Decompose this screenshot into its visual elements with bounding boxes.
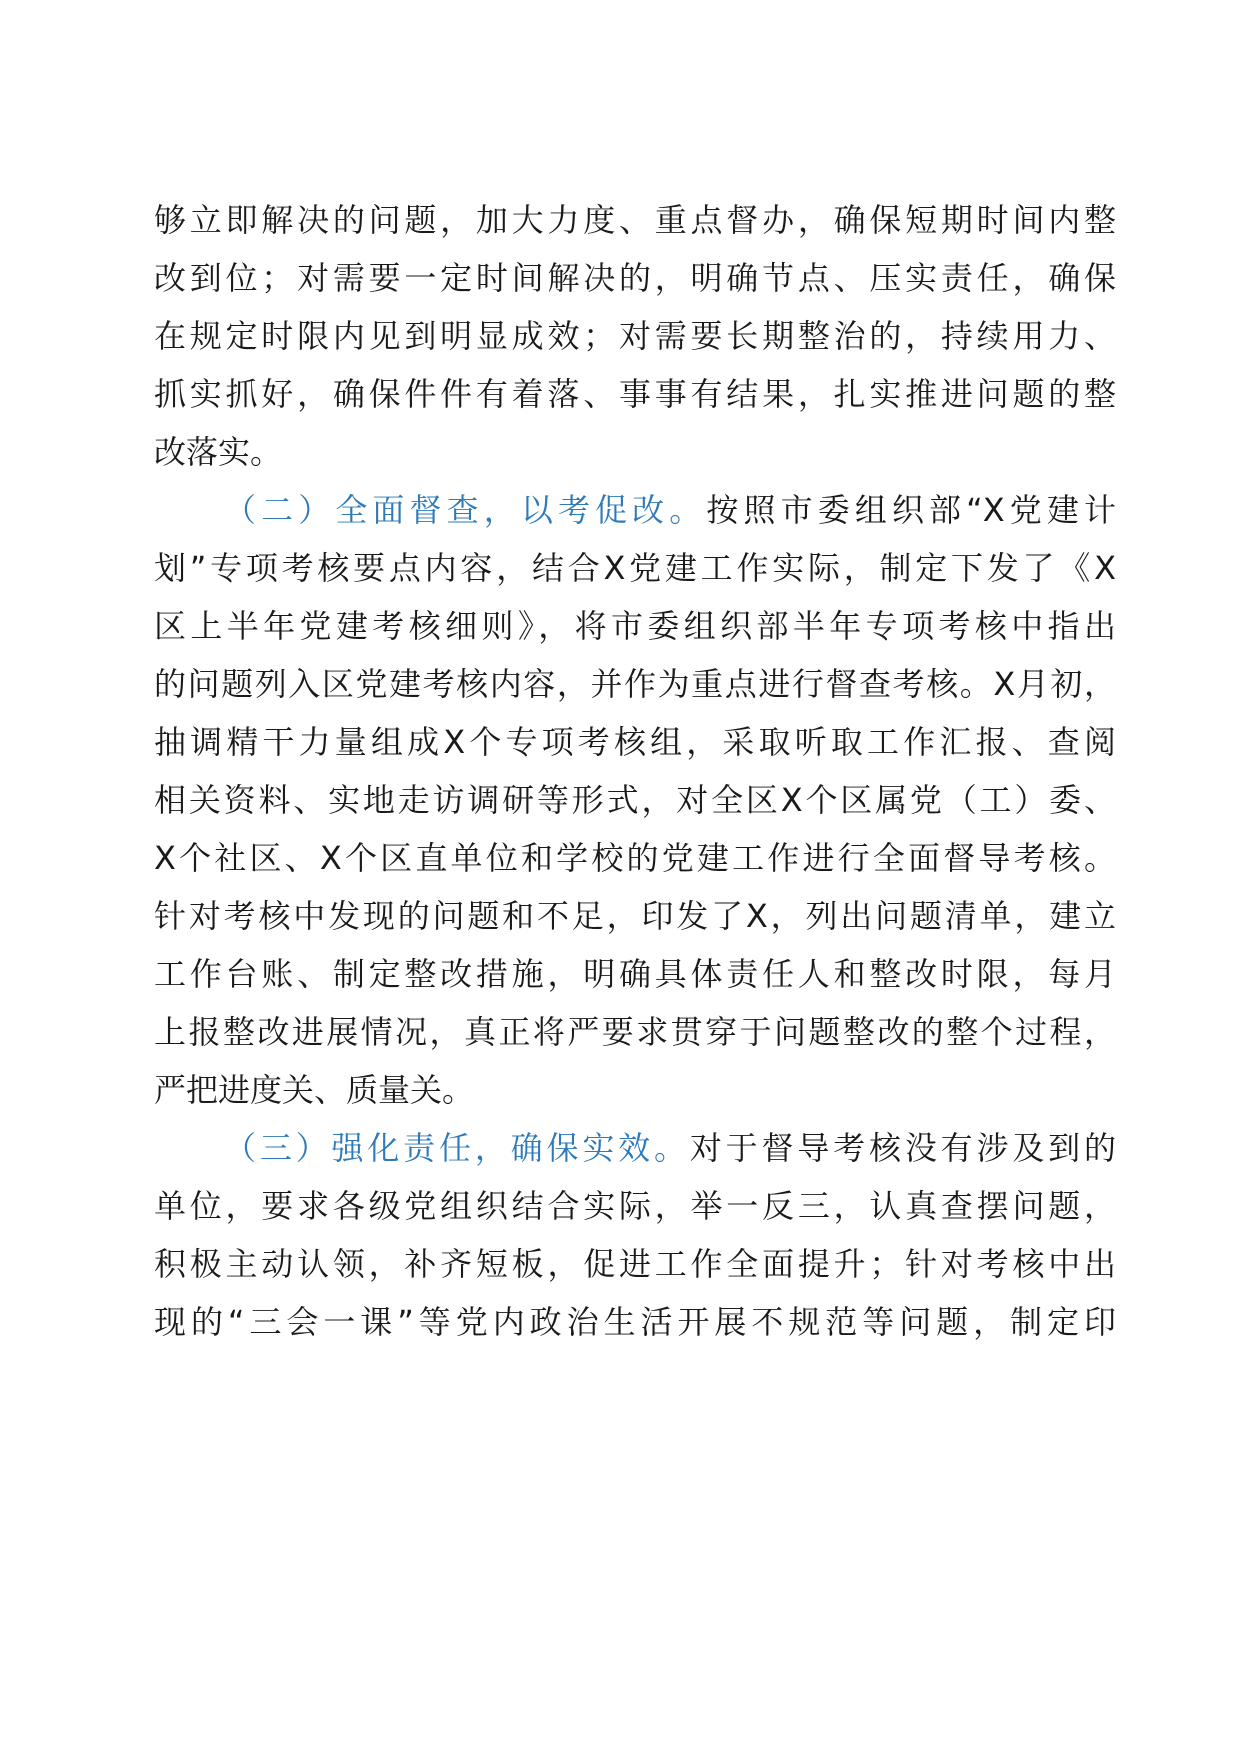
text-line: 抽调精干力量组成X个专项考核组，采取听取工作汇报、查阅 <box>154 723 1116 761</box>
text-line: X个社区、X个区直单位和学校的党建工作进行全面督导考核。 <box>154 839 1116 877</box>
text-line: 改落实。 <box>154 433 283 471</box>
text-line: 积极主动认领，补齐短板，促进工作全面提升；针对考核中出 <box>154 1245 1116 1283</box>
section-heading: （二）全面督查，以考促改。 <box>224 491 707 529</box>
text-line: 改到位；对需要一定时间解决的，明确节点、压实责任，确保 <box>154 259 1116 297</box>
text-span: 对于督导考核没有涉及到的 <box>689 1129 1116 1167</box>
text-span: 按照市委组织部“X党建计 <box>706 491 1116 529</box>
text-line: 够立即解决的问题，加大力度、重点督办，确保短期时间内整 <box>154 201 1116 239</box>
text-line: 在规定时限内见到明显成效；对需要长期整治的，持续用力、 <box>154 317 1116 355</box>
text-line: 现的“三会一课”等党内政治生活开展不规范等问题，制定印 <box>154 1303 1116 1341</box>
text-line: 单位，要求各级党组织结合实际，举一反三，认真查摆问题， <box>154 1187 1116 1225</box>
paragraph-first-line <box>224 1124 1116 1172</box>
section-heading: （三）强化责任，确保实效。 <box>224 1129 690 1167</box>
text-line: 相关资料、实地走访调研等形式，对全区X个区属党（工）委、 <box>154 781 1116 819</box>
paragraph-first-line <box>224 486 1116 534</box>
text-line: 抓实抓好，确保件件有着落、事事有结果，扎实推进问题的整 <box>154 375 1116 413</box>
text-line: 针对考核中发现的问题和不足，印发了X，列出问题清单，建立 <box>154 897 1116 935</box>
text-line: 的问题列入区党建考核内容，并作为重点进行督查考核。X月初， <box>154 665 1116 703</box>
text-line: 工作台账、制定整改措施，明确具体责任人和整改时限，每月 <box>154 955 1116 993</box>
text-line: 严把进度关、质量关。 <box>154 1071 475 1109</box>
text-line: 上报整改进展情况，真正将严要求贯穿于问题整改的整个过程， <box>154 1013 1116 1051</box>
text-line: 划”专项考核要点内容，结合X党建工作实际，制定下发了《X <box>154 549 1116 587</box>
text-line: 区上半年党建考核细则》，将市委组织部半年专项考核中指出 <box>154 607 1116 645</box>
